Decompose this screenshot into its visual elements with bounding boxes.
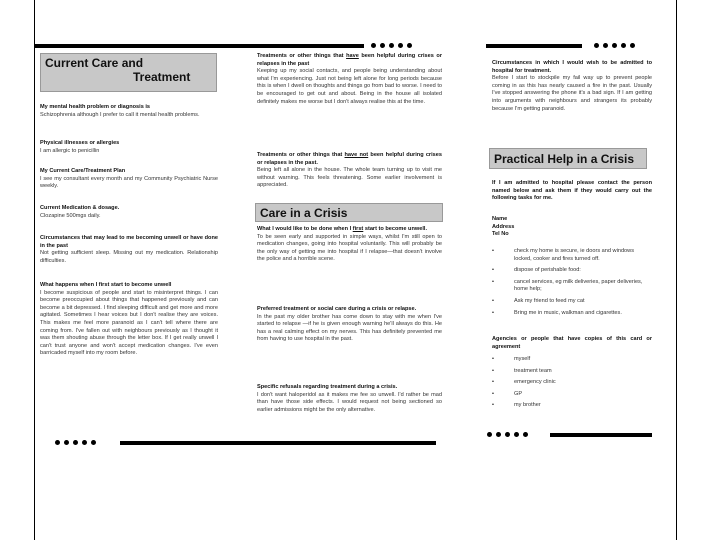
list-item: • Ask my friend to feed my cat bbox=[492, 297, 585, 304]
care-plan-section bbox=[40, 168, 218, 191]
refusals-section bbox=[257, 384, 442, 414]
allergy-body: I am allergic to penicillin bbox=[40, 147, 100, 154]
first-unwell-title: What I would like to be done when I first start to become unwell. bbox=[257, 226, 428, 232]
agencies-title: Agencies or people that have copies of this card or agreement bbox=[492, 336, 652, 350]
list-item: • dispose of perishable food: bbox=[492, 267, 581, 274]
circumstances-body: Not getting sufficient sleep. Missing out my medication. Relationship difficulties. bbox=[40, 250, 218, 264]
admission-body: Before I start to stockpile my fail way up to prevent people coming in as this has nearly caused a fire in the past. Usually I've stopped answering the phone it's a bad sign. If I am getting into arguments with neighbours and strangers its probably because I'm getting paranoid. bbox=[492, 75, 652, 112]
first-signs-section bbox=[40, 282, 218, 358]
list-item: • Bring me in music, walkman and cigarettes. bbox=[492, 309, 622, 316]
task-list bbox=[492, 248, 652, 321]
practical-intro-section bbox=[492, 180, 652, 203]
list-item: • treatment team bbox=[492, 367, 552, 374]
list-item: • GP bbox=[492, 390, 523, 397]
practical-intro: If I am admitted to hospital please contact the person named below and ask them if they would carry out the following tasks for me. bbox=[492, 180, 652, 202]
helpful-title: Treatments or other things that have been helpful during crises or relapses in the past bbox=[257, 53, 442, 67]
bottom-dots-left bbox=[55, 440, 96, 446]
agencies-section bbox=[492, 336, 652, 351]
care-plan-title: My Current Care/Treatment Plan bbox=[40, 168, 126, 174]
first-unwell-section bbox=[257, 226, 442, 264]
list-item: • emergency clinic bbox=[492, 379, 556, 386]
diagnosis-body: Schizophrenia although I prefer to call it mental health problems. bbox=[40, 111, 200, 118]
preferred-treatment-title: Preferred treatment or social care during a crisis or relapse. bbox=[257, 306, 417, 312]
first-signs-title: What happens when I first start to become unwell bbox=[40, 282, 172, 288]
tel-label: Tel No bbox=[492, 231, 509, 238]
first-signs-body: I become suspicious of people and start to misinterpret things. I can become preoccupied about things that happened previously and can become a bit depressed. I find sleeping difficult and get more and more agitated. Sometimes I hear voices but I don't realise they are voices. This makes me feel more paranoid as I can't tell where there are coming from. I've fallen out with neighbours previously as I thought it was them shouting abuse through the letter box. If I get really unwell I can't trust anyone and won't accept medication changes. I've even barricaded myself into my room before. bbox=[40, 289, 218, 357]
care-plan-body: I see my consultant every month and my Community Psychiatric Nurse weekly. bbox=[40, 175, 218, 190]
practical-help-header: Practical Help in a Crisis bbox=[489, 148, 647, 169]
bottom-rule-left bbox=[120, 441, 436, 445]
preferred-treatment-section bbox=[257, 306, 442, 344]
not-helpful-title: Treatments or other things that have not been helpful during crises or relapses in the past. bbox=[257, 152, 442, 166]
medication-section bbox=[40, 205, 218, 220]
medication-title: Current Medication & dosage. bbox=[40, 205, 120, 211]
refusals-title: Specific refusals regarding treatment during a crisis. bbox=[257, 384, 398, 390]
circumstances-title: Circumstances that may lead to me becoming unwell or have done in the past bbox=[40, 235, 218, 249]
current-care-title-line1: Current Care and bbox=[45, 56, 144, 70]
list-item: • myself bbox=[492, 356, 531, 362]
contact-labels bbox=[492, 216, 652, 239]
first-unwell-body: To be seen early and supported in simple ways, whilst I'm still open to medication changes, going into hospital voluntarily. This will probably be the only way of getting me into hospital if I relapse—that doesn't involve the police and a horrible scene. bbox=[257, 233, 442, 263]
allergy-section bbox=[40, 140, 218, 155]
helpful-section bbox=[257, 53, 442, 106]
not-helpful-section bbox=[257, 152, 442, 190]
name-label: Name bbox=[492, 216, 508, 222]
not-helpful-body: Being left all alone in the house. The whole team turning up to visit me without warning. This feels threatening. Some earlier involvement is appreciated. bbox=[257, 167, 442, 189]
list-item: • check my home is secure, ie doors and windows locked, cooker and fires turned off. bbox=[492, 248, 635, 262]
refusals-body: I don't want haloperidol as it makes me fee so unwell. I'd rather be mad than have those side effects. I would request not being sectioned so earlier admissions might be the only alternative. bbox=[257, 391, 442, 413]
agencies-list bbox=[492, 356, 652, 414]
diagnosis-section bbox=[40, 104, 218, 119]
bottom-dots-right bbox=[487, 432, 528, 438]
preferred-treatment-body: In the past my older brother has come down to stay with me when I've started to relapse —if he is given enough warning he'll always do this. He has a real calming effect on my nerves. This has definitely prevented me from having to use hospital in the past. bbox=[257, 313, 442, 343]
top-dots-right bbox=[594, 43, 635, 49]
medication-body: Clozapine 500mgs daily. bbox=[40, 212, 101, 219]
top-dots-left bbox=[371, 43, 412, 49]
circumstances-section bbox=[40, 235, 218, 265]
admission-title: Circumstances in which I would wish to be admitted to hospital for treatment. bbox=[492, 60, 652, 74]
current-care-header bbox=[40, 53, 217, 92]
diagnosis-title: My mental health problem or diagnosis is bbox=[40, 104, 151, 110]
list-item: • cancel services, eg milk deliveries, paper deliveries, home help; bbox=[492, 278, 643, 293]
allergy-title: Physical illnesses or allergies bbox=[40, 140, 120, 146]
list-item: • my brother bbox=[492, 402, 541, 409]
address-label: Address bbox=[492, 223, 515, 230]
top-rule-left bbox=[34, 44, 364, 48]
care-in-crisis-header: Care in a Crisis bbox=[255, 203, 443, 222]
current-care-title-line2: Treatment bbox=[133, 70, 191, 84]
admission-section bbox=[492, 60, 652, 113]
bottom-rule-right bbox=[550, 433, 652, 437]
top-rule-right bbox=[486, 44, 582, 48]
helpful-body: Keeping up my social contacts, and people being understanding about what I'm experiencing. Just not being left alone for long periods because this is when I dwell on thoughts and things go from bad to worse. I need to be encouraged to get out and about. Being in the house all isolated definitely makes me worse but I don't always realise this at the time. bbox=[257, 68, 442, 105]
